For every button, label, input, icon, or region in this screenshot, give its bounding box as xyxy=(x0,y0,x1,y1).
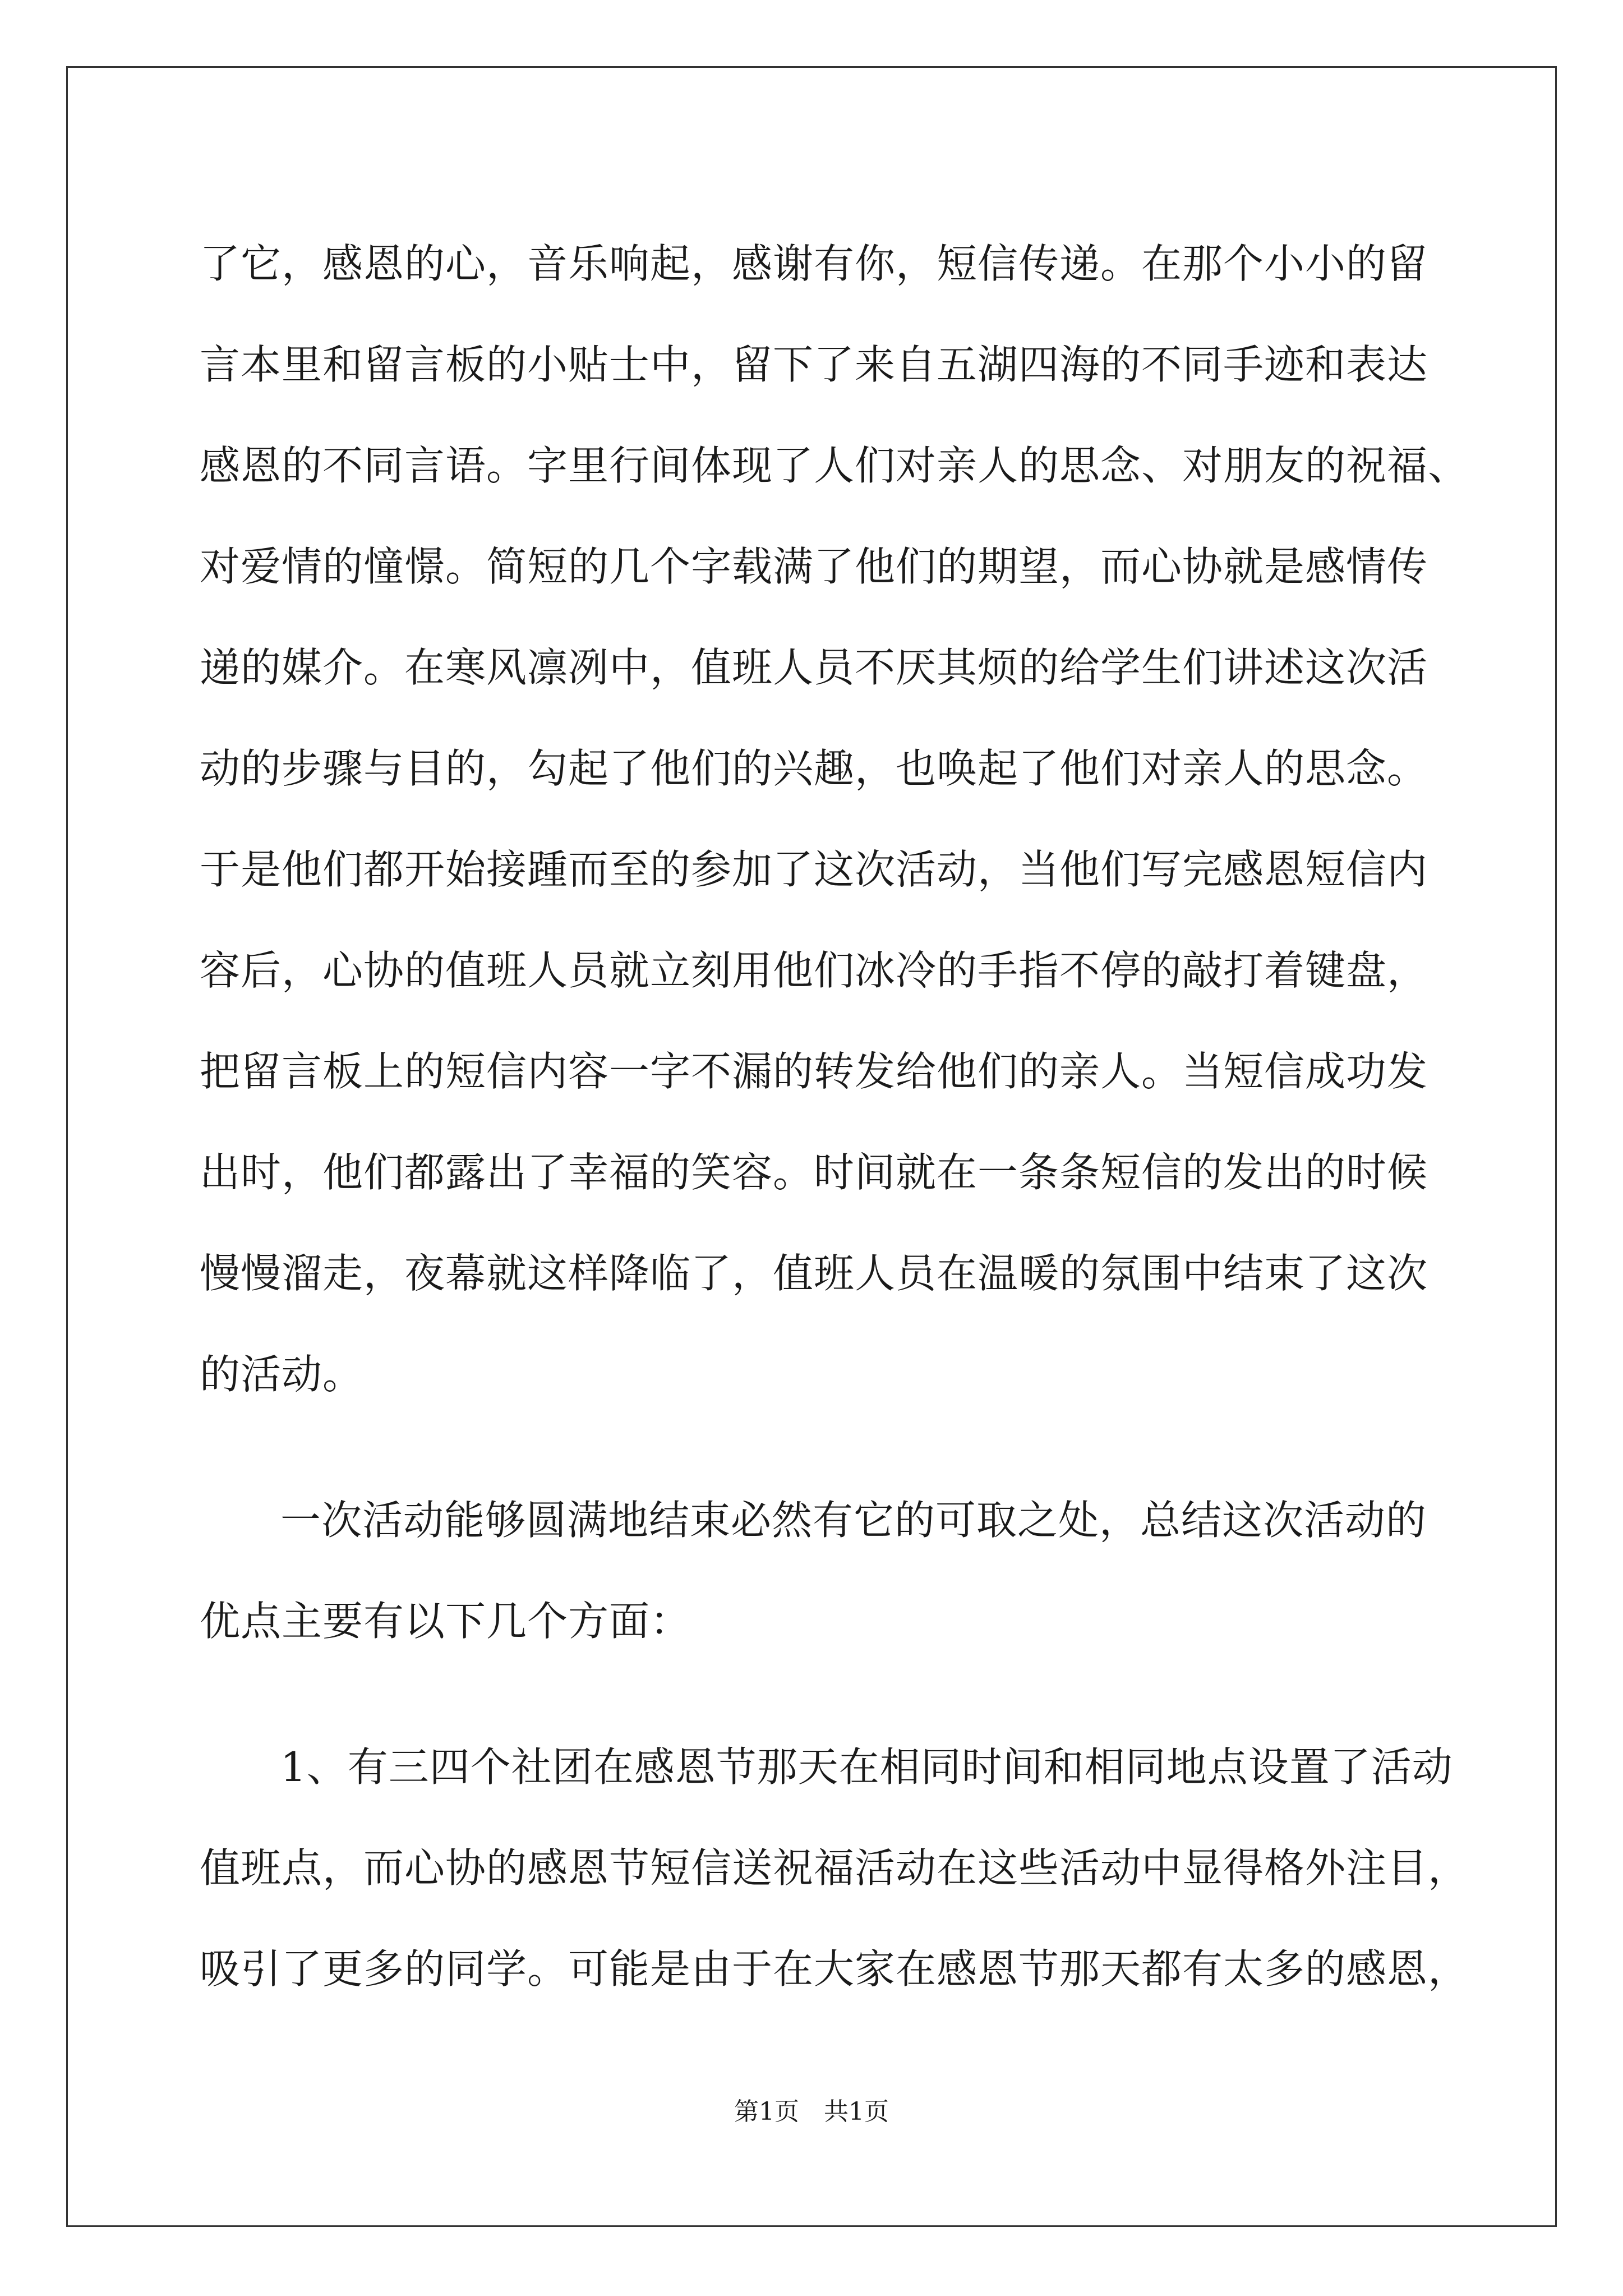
text-line: 一次活动能够圆满地结束必然有它的可取之处，总结这次活动的 xyxy=(280,1497,1427,1544)
paragraph-gap xyxy=(200,1672,1433,1717)
text-line: 值班点，而心协的感恩节短信送祝福活动在这些活动中显得格外注目， xyxy=(200,1844,1469,1892)
text-line: 的活动。 xyxy=(200,1351,364,1398)
paragraph-1 xyxy=(200,213,1469,1425)
text-line: 吸引了更多的同学。可能是由于在大家在感恩节那天都有太多的感恩， xyxy=(200,1945,1469,1993)
text-line: 容后，心协的值班人员就立刻用他们冰冷的手指不停的敲打着键盘， xyxy=(200,947,1428,994)
text-line: 于是他们都开始接踵而至的参加了这次活动，当他们写完感恩短信内 xyxy=(200,846,1428,893)
text-line: 出时，他们都露出了幸福的笑容。时间就在一条条短信的发出的时候 xyxy=(200,1149,1428,1196)
text-line: 言本里和留言板的小贴士中，留下了来自五湖四海的不同手迹和表达 xyxy=(200,341,1428,388)
text-line: 对爱情的憧憬。简短的几个字载满了他们的期望，而心协就是感情传 xyxy=(200,543,1428,590)
text-line: 把留言板上的短信内容一字不漏的转发给他们的亲人。当短信成功发 xyxy=(200,1048,1428,1095)
text-line: 递的媒介。在寒风凛冽中，值班人员不厌其烦的给学生们讲述这次活 xyxy=(200,644,1428,691)
text-line: 优点主要有以下几个方面： xyxy=(200,1598,691,1645)
page-footer: 第1页 共1页 xyxy=(734,2097,889,2126)
document-body xyxy=(200,213,1469,2019)
text-line: 感恩的不同言语。字里行间体现了人们对亲人的思念、对朋友的祝福、 xyxy=(200,442,1469,489)
text-line: 了它，感恩的心，音乐响起，感谢有你，短信传递。在那个小小的留 xyxy=(200,240,1428,287)
paragraph-gap xyxy=(200,1425,1433,1470)
paragraph-3 xyxy=(200,1717,1469,2019)
paragraph-2 xyxy=(200,1470,1433,1672)
text-line: 慢慢溜走，夜幕就这样降临了，值班人员在温暖的氛围中结束了这次 xyxy=(200,1250,1428,1297)
text-line: 1、有三四个社团在感恩节那天在相同时间和相同地点设置了活动 xyxy=(280,1743,1453,1791)
text-line: 动的步骤与目的，勾起了他们的兴趣，也唤起了他们对亲人的思念。 xyxy=(200,745,1428,792)
